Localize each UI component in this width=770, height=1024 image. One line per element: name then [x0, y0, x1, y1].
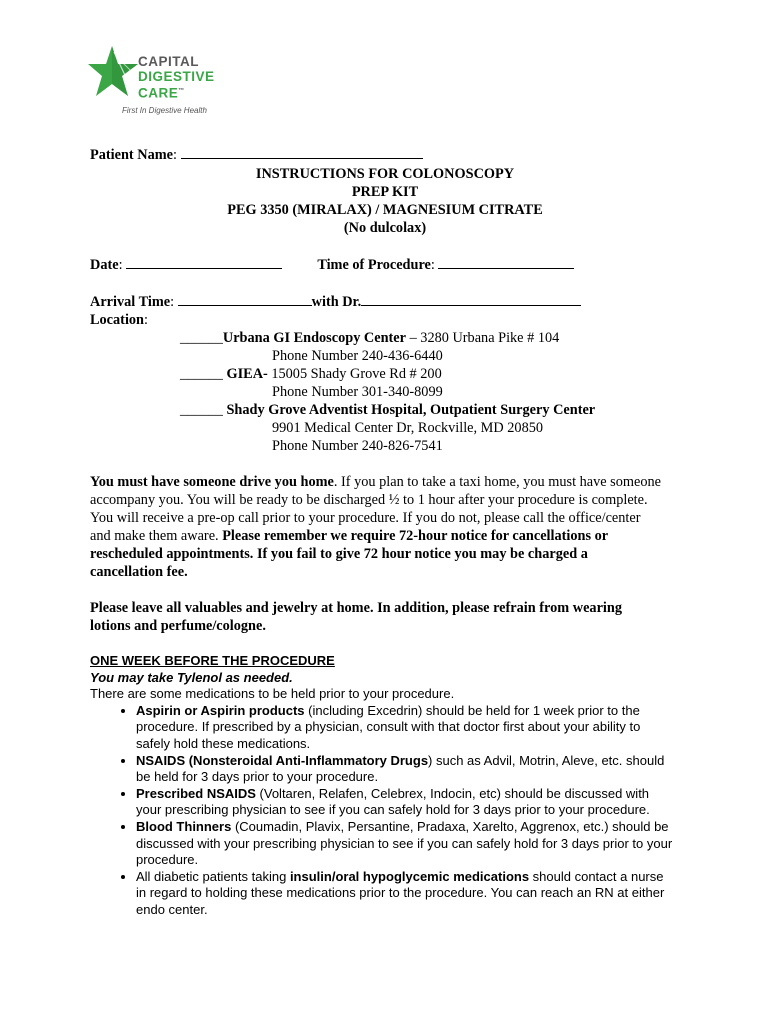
- section-heading: ONE WEEK BEFORE THE PROCEDURE: [90, 653, 335, 668]
- date-label: Date: [90, 257, 119, 273]
- medication-list: [90, 703, 676, 919]
- logo-trademark: ™: [178, 88, 185, 94]
- medication-name: Blood Thinners: [136, 818, 232, 834]
- location-name: Urbana GI Endoscopy Center: [222, 330, 406, 346]
- medication-text: ) such as Advil, Motrin, Aleve, etc. should be held for 3 days prior to your procedure.: [136, 752, 665, 785]
- patient-name-row: [90, 145, 690, 165]
- logo-line-digestive: DIGESTIVE: [138, 69, 215, 84]
- location-phone: Phone Number 240-826-7541: [272, 438, 443, 454]
- medication-name: Aspirin or Aspirin products: [136, 702, 305, 718]
- location-address: 9901 Medical Center Dr, Rockville, MD 20850: [272, 420, 544, 436]
- medication-name: Prescribed NSAIDS: [136, 785, 256, 801]
- time-of-procedure-label: Time of Procedure: [317, 257, 431, 273]
- medications-intro: There are some medications to be held prior to your procedure.: [90, 686, 455, 702]
- one-week-section: [90, 653, 690, 919]
- tylenol-note: You may take Tylenol as needed.: [90, 669, 293, 685]
- date-colon: :: [118, 257, 123, 273]
- logo-tagline: First In Digestive Health: [122, 106, 207, 115]
- company-logo: [88, 44, 258, 120]
- title-line-2: PREP KIT: [351, 184, 419, 200]
- driver-notice-text: . If you plan to take a taxi home, you must have someone accompany you. You will be ready to be discharged ½ to 1 hour after your procedure is complete. You will receive a pre-op call prior to your procedure. If you do not, please call the office/center and make them aware.: [90, 474, 662, 544]
- title-line-1: INSTRUCTIONS FOR COLONOSCOPY: [255, 166, 515, 182]
- location-address: 15005 Shady Grove Rd # 200: [267, 366, 442, 382]
- arrival-colon: :: [170, 294, 175, 310]
- title-line-4: (No dulcolax): [343, 220, 427, 236]
- title-line-3: PEG 3350 (MIRALAX) / MAGNESIUM CITRATE: [227, 202, 543, 218]
- date-field[interactable]: [126, 255, 282, 269]
- list-item: [136, 869, 676, 919]
- logo-care-text: CARE: [138, 85, 179, 101]
- location-list: [90, 329, 690, 455]
- location-urbana[interactable]: [180, 329, 690, 347]
- star-logo-icon: [88, 44, 140, 104]
- location-label: Location: [90, 312, 145, 328]
- date-time-row: [90, 255, 690, 274]
- location-shady-grove[interactable]: [180, 401, 690, 419]
- with-dr-label: with Dr.: [311, 294, 362, 310]
- medication-text: (Voltaren, Relafen, Celebrex, Indocin, etc) should be discussed with your prescribing physician to see if you can safely hold for 3 days prior to your procedure.: [136, 785, 650, 818]
- driver-notice-paragraph: [90, 473, 662, 581]
- logo-wordmark: [138, 54, 215, 101]
- list-item: [136, 753, 676, 786]
- instructions-document: [90, 145, 690, 919]
- driver-notice-bold: You must have someone drive you home: [90, 474, 334, 490]
- arrival-time-field[interactable]: [178, 292, 312, 306]
- location-name: GIEA-: [226, 366, 268, 382]
- valuables-notice: Please leave all valuables and jewelry at home. In addition, please refrain from wearing lotions and perfume/cologne.: [90, 600, 622, 634]
- medication-name: insulin/oral hypoglycemic medications: [289, 868, 530, 884]
- medication-text: should contact a nurse in regard to holding these medications prior to the procedure. You can reach an RN at either endo center.: [136, 868, 665, 917]
- location-colon: :: [144, 312, 148, 328]
- list-item: [136, 786, 676, 819]
- location-checkbox-blank: ______: [180, 366, 227, 382]
- medication-name: NSAIDS (Nonsteroidal Anti-Inflammatory Drugs: [136, 752, 429, 768]
- location-row: [90, 311, 690, 329]
- patient-name-label: Patient Name: [90, 147, 173, 163]
- patient-name-colon: :: [172, 147, 177, 163]
- time-of-procedure-field[interactable]: [438, 255, 574, 269]
- cancellation-notice: Please remember we require 72-hour notice for cancellations or rescheduled appointments. If you fail to give 72 hour notice you may be charged a cancellation fee.: [90, 528, 608, 580]
- arrival-time-label: Arrival Time: [90, 294, 171, 310]
- location-giea[interactable]: [180, 365, 690, 383]
- doctor-field[interactable]: [361, 292, 581, 306]
- location-name: Shady Grove Adventist Hospital, Outpatient Surgery Center: [226, 402, 596, 418]
- logo-line-capital: CAPITAL: [138, 54, 199, 69]
- medication-text: (Coumadin, Plavix, Persantine, Pradaxa, Xarelto, Aggrenox, etc.) should be discussed with your prescribing physician to see if you can safely hold for 3 days prior to your procedure.: [136, 818, 673, 868]
- medication-text: (including Excedrin) should be held for 1 week prior to the procedure. If prescribed by a physician, consult with that doctor first about your ability to safely hold these medications.: [136, 702, 641, 751]
- patient-name-field[interactable]: [181, 145, 423, 159]
- medication-prefix: All diabetic patients taking: [136, 868, 290, 884]
- location-checkbox-blank: ______: [180, 330, 223, 346]
- list-item: [136, 819, 676, 869]
- location-phone: Phone Number 240-436-6440: [272, 348, 443, 364]
- time-colon: :: [430, 257, 435, 273]
- location-address: – 3280 Urbana Pike # 104: [406, 330, 560, 346]
- arrival-row: [90, 292, 690, 311]
- location-phone: Phone Number 301-340-8099: [272, 384, 443, 400]
- list-item: [136, 703, 676, 753]
- logo-line-care: [138, 84, 215, 101]
- location-checkbox-blank: ______: [180, 402, 227, 418]
